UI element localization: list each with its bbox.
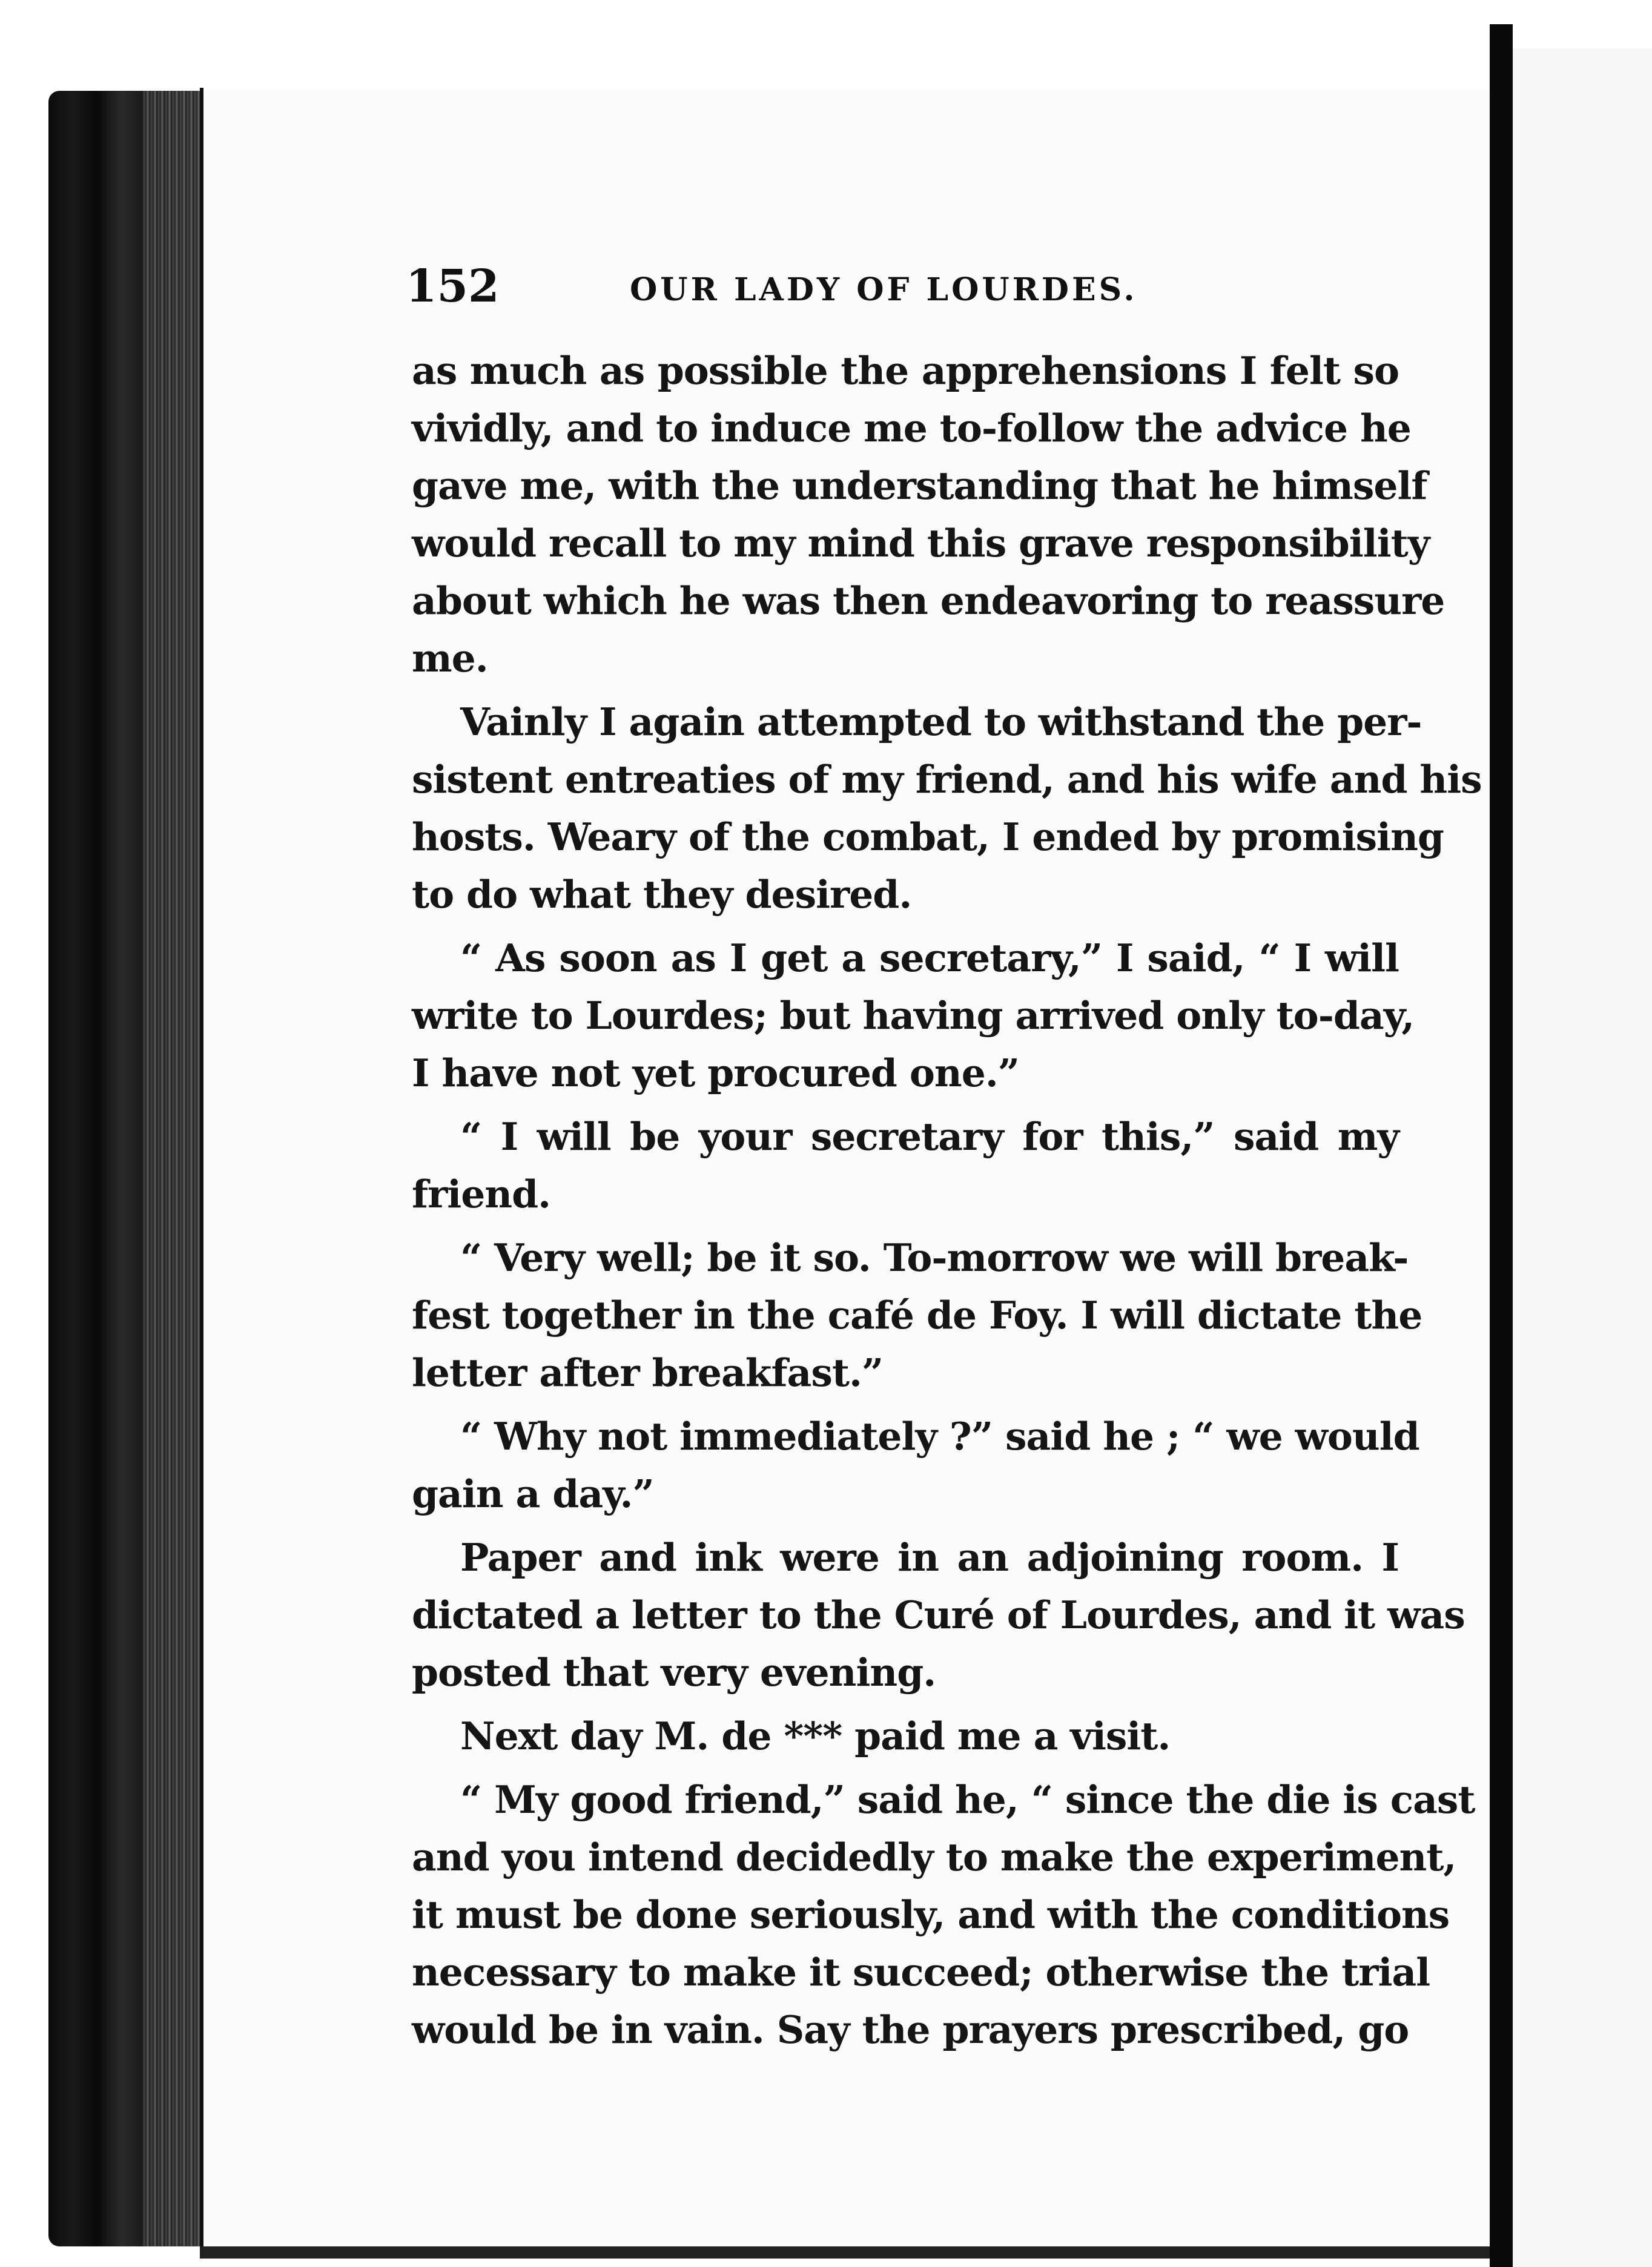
text-line: “ I will be your secretary for this,” said my bbox=[460, 1114, 1399, 1159]
text-line: “ My good friend,” said he, “ since the die is cast bbox=[460, 1777, 1475, 1822]
text-line: would recall to my mind this grave responsibility bbox=[412, 521, 1430, 566]
text-line: necessary to make it succeed; otherwise the trial bbox=[412, 1950, 1430, 1995]
text-line: write to Lourdes; but having arrived only to-day, bbox=[412, 993, 1415, 1038]
text-line: would be in vain. Say the prayers prescribed, go bbox=[412, 2007, 1409, 2052]
text-line: I have not yet procured one.” bbox=[412, 1051, 1019, 1095]
text-line: as much as possible the apprehensions I felt so bbox=[412, 348, 1399, 393]
text-line: Next day M. de *** paid me a visit. bbox=[460, 1714, 1171, 1758]
text-line: “ Why not immediately ?” said he ; “ we would bbox=[460, 1414, 1419, 1459]
text-line: dictated a letter to the Curé of Lourdes, and it was bbox=[412, 1592, 1465, 1637]
text-line: gain a day.” bbox=[412, 1471, 654, 1516]
scan-margin bbox=[1513, 0, 1652, 48]
text-line: sistent entreaties of my friend, and his wife and his bbox=[412, 757, 1482, 802]
text-line: “ Very well; be it so. To-morrow we will break- bbox=[460, 1235, 1409, 1280]
text-line: Paper and ink were in an adjoining room. I bbox=[460, 1535, 1399, 1580]
facing-page-sliver bbox=[1513, 48, 1652, 2267]
text-line: “ As soon as I get a secretary,” I said, “ I will bbox=[460, 936, 1399, 980]
page-header bbox=[406, 260, 1435, 327]
text-line: me. bbox=[412, 636, 488, 681]
running-head: OUR LADY OF LOURDES. bbox=[630, 271, 1138, 308]
text-line: it must be done seriously, and with the conditions bbox=[412, 1892, 1450, 1937]
text-line: hosts. Weary of the combat, I ended by promising bbox=[412, 814, 1444, 859]
text-line: gave me, with the understanding that he himself bbox=[412, 463, 1427, 508]
page-bottom-shadow bbox=[200, 2246, 1490, 2259]
body-text bbox=[412, 342, 1482, 2059]
text-line: and you intend decidedly to make the experiment, bbox=[412, 1835, 1456, 1879]
text-line: about which he was then endeavoring to reassure bbox=[412, 578, 1445, 623]
book-gutter bbox=[1490, 24, 1513, 2267]
text-line: vividly, and to induce me to-follow the advice he bbox=[412, 406, 1411, 450]
text-line: letter after breakfast.” bbox=[412, 1350, 884, 1395]
text-line: to do what they desired. bbox=[412, 872, 912, 917]
text-line: Vainly I again attempted to withstand the per- bbox=[460, 699, 1422, 744]
page-number: 152 bbox=[406, 260, 500, 312]
text-line: friend. bbox=[412, 1172, 551, 1216]
text-line: posted that very evening. bbox=[412, 1650, 936, 1695]
text-line: fest together in the café de Foy. I will dictate the bbox=[412, 1293, 1422, 1338]
